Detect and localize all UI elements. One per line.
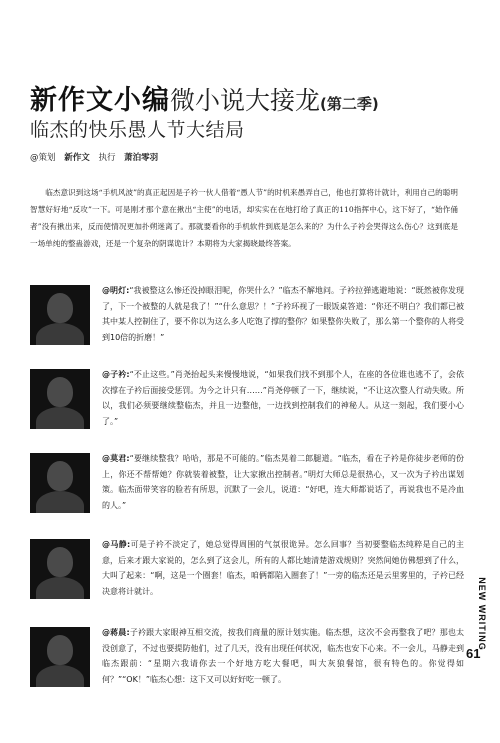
story-entry xyxy=(30,367,470,437)
avatar xyxy=(30,369,90,429)
story-entry xyxy=(30,283,470,353)
avatar xyxy=(30,539,90,599)
entry-body: “要继续整我？哈哈，那是不可能的。”临杰晃着二郎腿道。“临杰，看在子衿是你徒步老师的份上，你还不帮帮她？你就装着被整，让大家揪出控制者。”明灯大师总是很热心，又一次为子衿出谋划策。临杰面带笑容的脸若有所思，沉默了一会儿，说道：“好吧，连大师都说话了，再说我也不是冷血的人。” xyxy=(102,454,464,510)
page-subtitle: 临杰的快乐愚人节大结局 xyxy=(30,119,245,141)
credits-planning-label: @策划 xyxy=(30,153,56,163)
intro-paragraph: 临杰意识到这场“手机风波”的真正起因是子衿一伙人借着“愚人节”的时机来愚弄自己，他也打算将计就计，利用自己的聪明智慧好好地“反攻”一下。可是刚才那个意在揪出“主使”的电话，却实实在在地打给了真正的110指挥中心，这下好了，“始作俑者”没有揪出来，反而使情况更加扑朔迷离了。那就要看你的手机软件到底是怎么来的？为什么子衿会哭得这么伤心？这到底是一场单纯的整蛊游戏，还是一个复杂的阴谋诡计？本期将为大家揭晓最终答案。 xyxy=(30,188,458,248)
story-entry xyxy=(30,451,470,521)
credits-execution-name: 萧泊零羽 xyxy=(124,153,159,163)
entry-body: “不止这些。”肖尧抬起头来慢慢地说，“如果我们找不到那个人，在座的各位谁也逃不了，会依次撑在子衿后面接受惩罚。为今之计只有……”肖尧停顿了一下，继续说，“不让这次整人行动失败。所以，我们必须要继续整临杰，并且一边整他，一边找到控制我们的神秘人。从这一刻起，我们要小心了。” xyxy=(102,370,464,426)
page-number: 61 xyxy=(466,646,481,661)
magazine-side-label-text: NEW WRITING xyxy=(477,577,487,651)
title-column-name: 新作文小编 xyxy=(30,85,170,116)
entry-text xyxy=(102,283,464,345)
credits xyxy=(30,151,164,163)
magazine-side-label xyxy=(472,577,492,651)
avatar xyxy=(30,627,90,687)
entry-text xyxy=(102,537,464,599)
entry-body: 可是子衿不淡定了，她总觉得周围的气氛很诡异。怎么回事？当初要整临杰纯粹是自己的主意，后来才跟大家说的，怎么到了这会儿，所有的人都比她清楚游戏规则？突然间她仿佛想到了什么，大叫了起来：“啊，这是一个圈套！临杰，咱俩都陷入圈套了！”一旁的临杰还是云里雾里的，子衿已经决意将计就计。 xyxy=(102,540,464,596)
page-title xyxy=(30,78,470,117)
entry-body: 子衿跟大家眼神互相交流，按我们商量的原计划实施。临杰想，这次不会再整我了吧？那也太没创意了，不过也要提防他们，过了几天，没有出现任何状况，临杰也安下心来。不一会儿，马静走到临杰跟前：“星期六我请你去一个好地方吃大餐吧，叫大灰狼餐馆，很有特色的。你觉得如何？”“OK！”临杰心想：这下又可以好好吃一顿了。 xyxy=(102,628,465,684)
entry-speaker: @明灯: xyxy=(102,286,130,295)
avatar xyxy=(30,453,90,513)
credits-planning-name: 新作文 xyxy=(64,153,90,163)
entry-body: “我被整这么惨还没掉眼泪呢，你哭什么？”临杰不解地问。子衿拉弹逃避地说：“既然被你发现了，下一个被整的人就是我了！”“什么意思？！”子衿环视了一眼饭桌答道：“你还不明白？我们都已被其中某人控制住了，要不你以为这么多人吃饱了撑的整你？如果整你失败了，那么第一个整你的人将受到10倍的折磨！” xyxy=(102,286,464,342)
entry-text xyxy=(102,625,464,687)
entry-text xyxy=(102,451,464,513)
entry-text xyxy=(102,367,464,429)
entry-speaker: @莫君: xyxy=(102,454,130,463)
story-entry xyxy=(30,625,470,695)
avatar xyxy=(30,285,90,345)
entry-speaker: @蒋晨: xyxy=(102,628,130,637)
story-entry xyxy=(30,537,470,607)
entry-speaker: @子衿: xyxy=(102,370,130,379)
title-season: (第二季) xyxy=(320,95,379,113)
title-series-name: 微小说大接龙 xyxy=(170,86,321,115)
entry-speaker: @马静: xyxy=(102,540,131,549)
credits-execution-label: 执行 xyxy=(98,153,116,163)
